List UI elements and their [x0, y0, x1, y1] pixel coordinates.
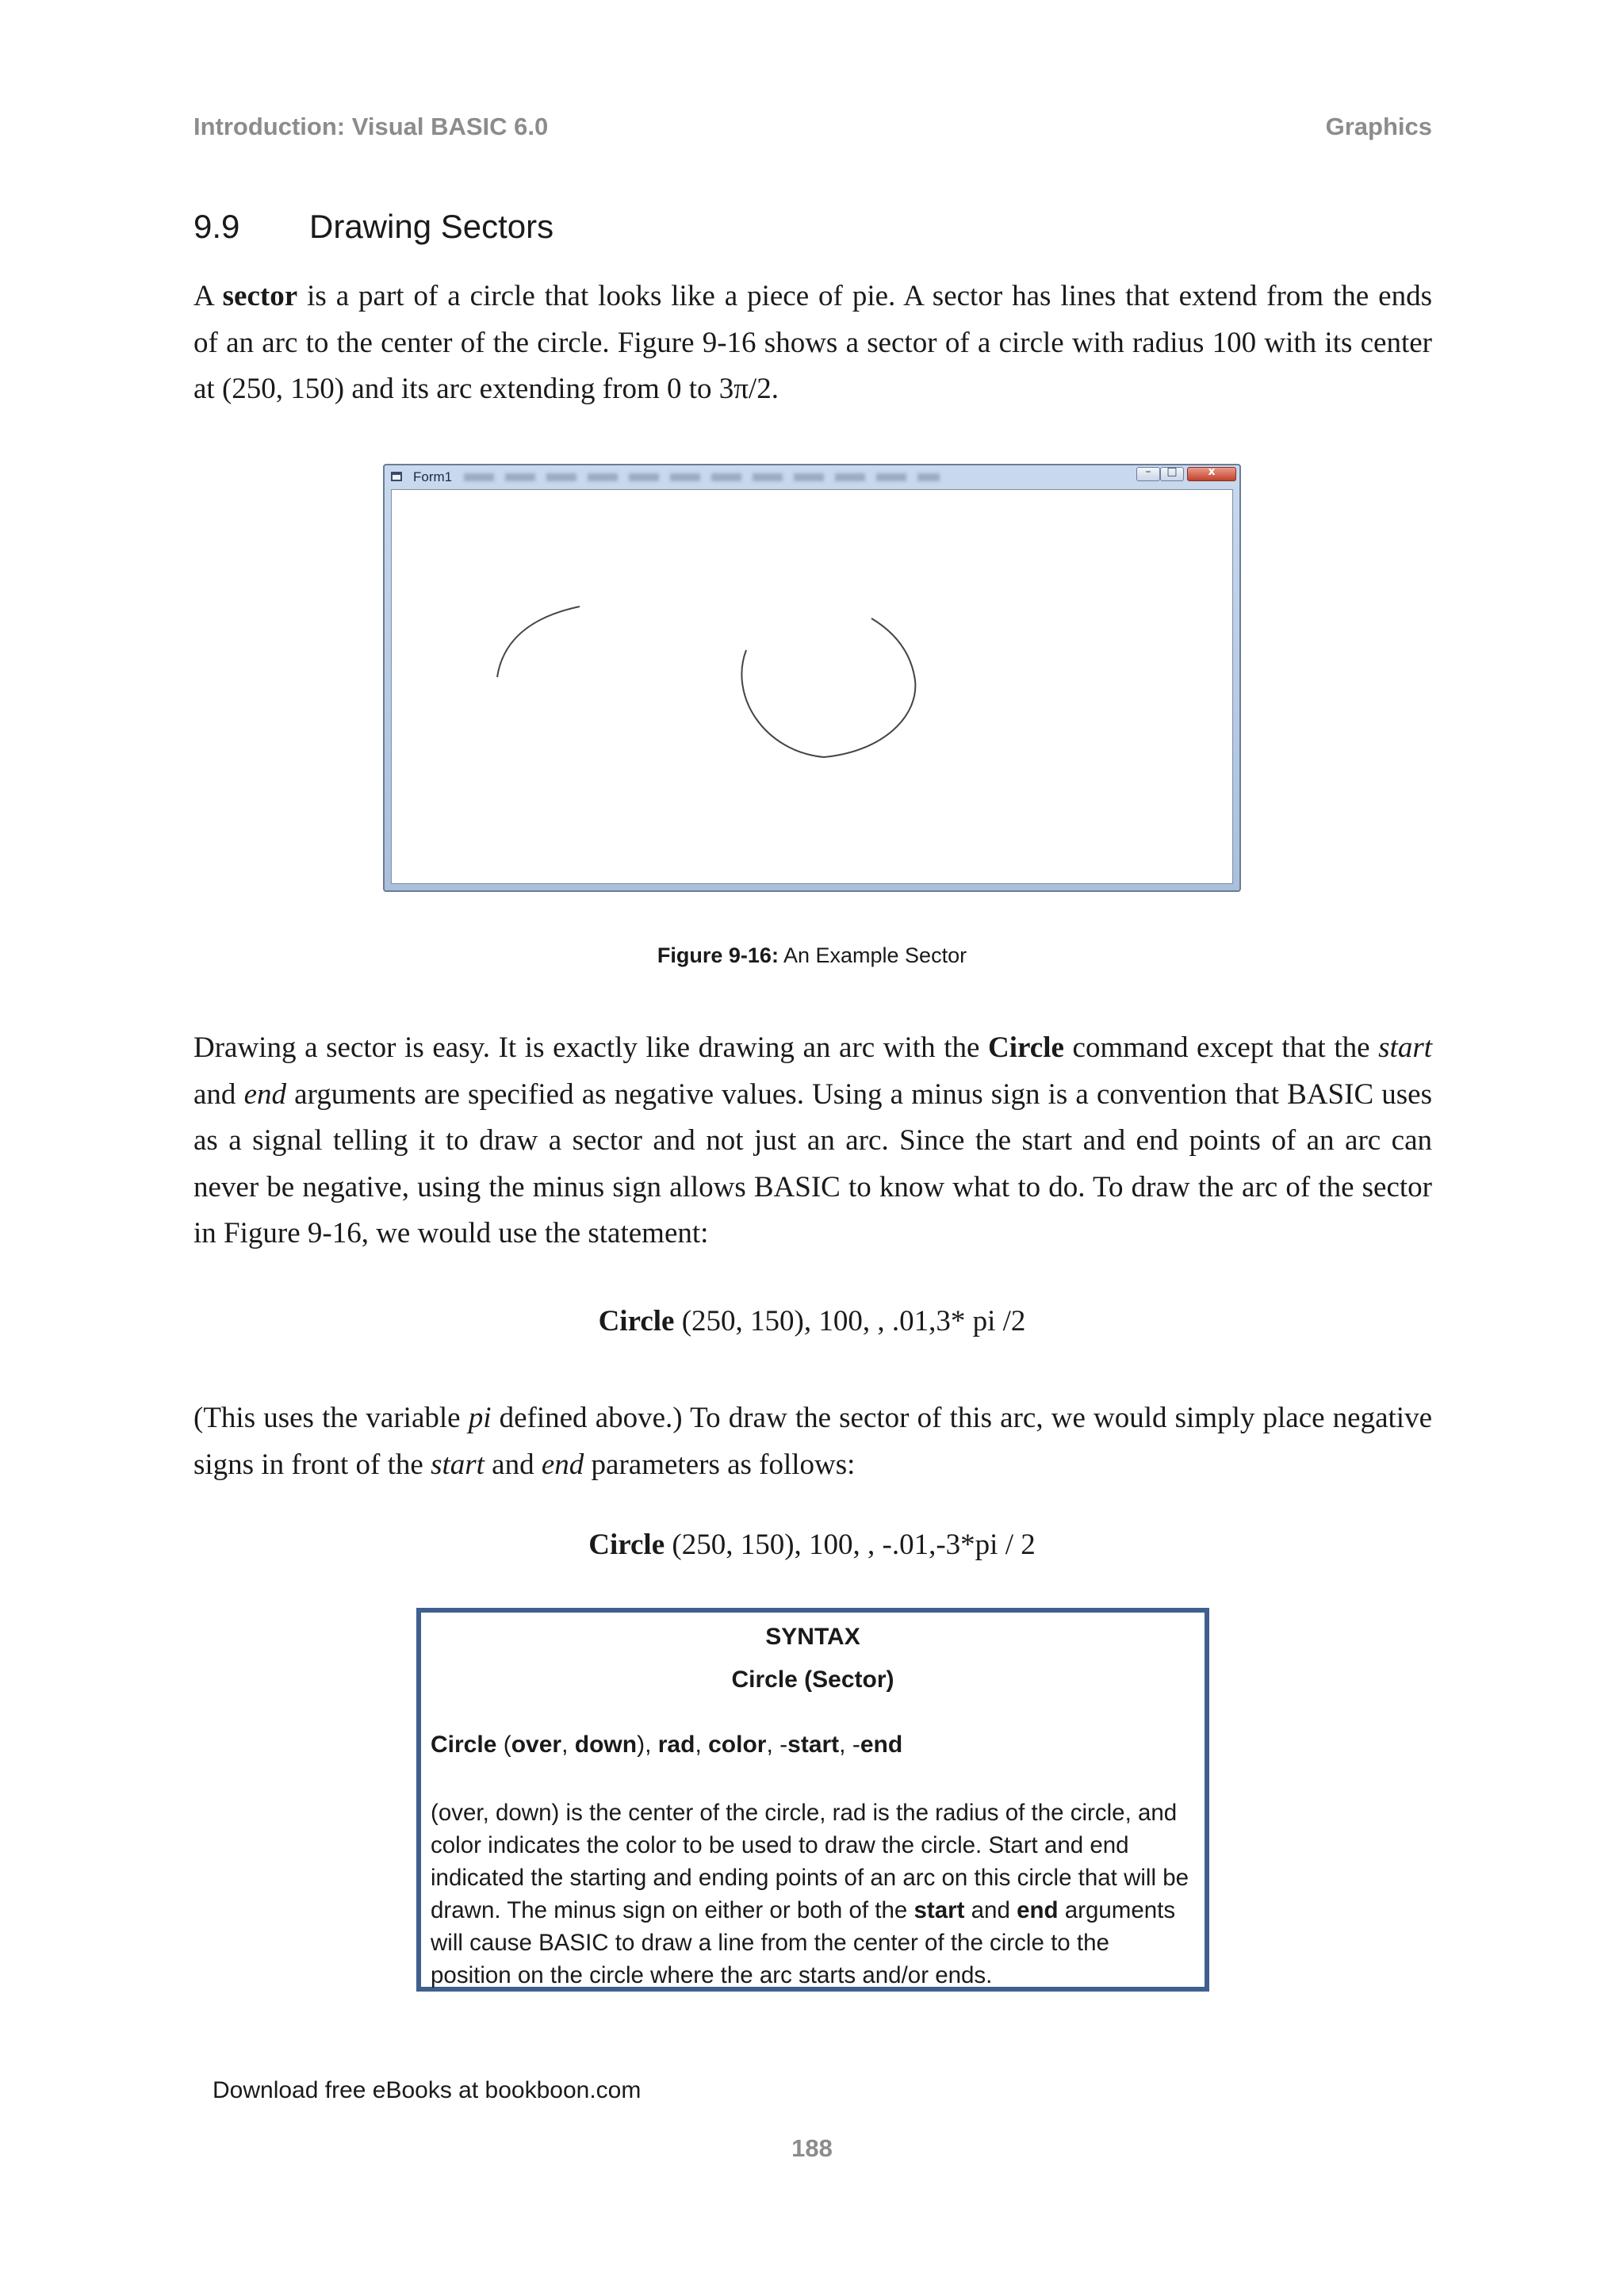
drawing-canvas: [392, 490, 1235, 886]
syntax-description: [431, 1797, 1195, 1992]
code-statement-arc: [0, 1304, 1624, 1338]
running-header-chapter: Graphics: [1325, 113, 1432, 140]
close-button[interactable]: [1187, 467, 1236, 481]
text-run: command except that the: [1063, 1031, 1379, 1064]
syntax-part: start: [787, 1732, 840, 1758]
syntax-form: [431, 1732, 902, 1758]
para3-line-2: [193, 1442, 1432, 1489]
text-run: parameters as follows:: [584, 1448, 856, 1481]
syntax-part: color: [708, 1732, 767, 1758]
syntax-part: , -: [766, 1732, 788, 1758]
keyword-circle: Circle: [988, 1031, 1064, 1064]
syntax-part: over: [511, 1732, 562, 1758]
syntax-subheading: Circle (Sector): [731, 1667, 894, 1693]
caption-label: Figure 9-16:: [657, 943, 779, 967]
figure-caption: [0, 943, 1624, 968]
syntax-heading: SYNTAX: [765, 1624, 860, 1650]
para2-line-4: never be negative, using the minus sign allows BASIC to know what to do. To draw the arc of the sector: [193, 1170, 1432, 1203]
text-run: (This uses the variable: [193, 1402, 469, 1434]
code-arguments: (250, 150), 100, , -.01,-3*pi / 2: [665, 1529, 1036, 1561]
syntax-part: , -: [839, 1732, 860, 1758]
syntax-part: ),: [637, 1732, 658, 1758]
term-end: end: [243, 1077, 287, 1111]
syntax-part: end: [860, 1732, 903, 1758]
para2-line-2: [193, 1072, 1432, 1119]
code-statement-sector: [0, 1528, 1624, 1562]
form-client-area: [391, 489, 1233, 884]
syntax-part: ,: [561, 1732, 575, 1758]
caption-text: An Example Sector: [778, 943, 967, 967]
maximize-icon: □: [1166, 465, 1178, 478]
intro-paragraph: [193, 274, 1432, 413]
text-run: and: [193, 1077, 244, 1111]
syntax-part: rad: [657, 1732, 695, 1758]
window-title: Form1: [413, 469, 453, 484]
running-header-title: Introduction: Visual BASIC 6.0: [193, 113, 549, 140]
code-keyword: Circle: [598, 1305, 675, 1337]
maximize-button[interactable]: [1160, 467, 1184, 481]
intro-line-2: of an arc to the center of the circle. Figure 9-16 shows a sector of a circle with radius 100 with its center: [193, 326, 1432, 359]
intro-line-3: at (250, 150) and its arc extending from 0 to 3π/2.: [193, 373, 779, 405]
download-footer-link[interactable]: Download free eBooks at bookboon.com: [213, 2077, 642, 2103]
para2-line-5: in Figure 9-16, we would use the statement:: [193, 1217, 709, 1249]
text-run: arguments are specified as negative values. Using a minus sign is a convention that BASIC uses: [286, 1077, 1432, 1111]
syntax-part: Circle: [431, 1732, 497, 1758]
term-pi: pi: [468, 1402, 492, 1434]
code-keyword: Circle: [588, 1529, 665, 1561]
minimize-button[interactable]: [1136, 467, 1160, 481]
arc-right: [741, 618, 915, 757]
para2-line-1: [193, 1025, 1432, 1072]
section-heading: [193, 208, 553, 246]
form-icon: [391, 472, 402, 481]
section-title: Drawing Sectors: [309, 208, 554, 245]
intro-line-1: [193, 274, 1432, 320]
para3-line-1: [193, 1395, 1432, 1442]
term-end: end: [541, 1448, 584, 1481]
syntax-box: [416, 1608, 1209, 1992]
text-run: is a part of a circle that looks like a piece of pie. A sector has lines that extend from the ends: [297, 280, 1432, 312]
form1-window: [383, 464, 1241, 892]
text-run: (over, down) is the center of the circle, rad is the radius of the circle, and color indicates the color to be used to draw the circle. Start and end indicated the starting and ending points of an arc on this circle that will be drawn. The minus sign on either or both of the: [431, 1800, 1189, 1923]
term-start: start: [914, 1897, 965, 1923]
page-number: 188: [791, 2134, 833, 2162]
para2-line-3: as a signal telling it to draw a sector and not just an arc. Since the start and end points of an arc can: [193, 1124, 1432, 1157]
syntax-part: down: [574, 1732, 638, 1758]
text-run: signs in front of the: [193, 1448, 431, 1481]
syntax-part: (: [496, 1732, 511, 1758]
text-run: defined above.) To draw the sector of this arc, we would simply place negative: [491, 1402, 1433, 1434]
text-run: Drawing a sector is easy. It is exactly like drawing an arc with the: [193, 1031, 989, 1064]
arc-left: [497, 607, 580, 677]
blurred-menu-strip: [464, 473, 940, 481]
term-start: start: [1378, 1031, 1432, 1064]
sector-paragraph: [193, 1395, 1432, 1488]
explanation-paragraph: [193, 1025, 1432, 1257]
minimize-icon: –: [1145, 465, 1151, 478]
syntax-part: ,: [695, 1732, 709, 1758]
window-titlebar[interactable]: [385, 465, 1239, 489]
term-start: start: [431, 1448, 485, 1481]
text-run: and: [484, 1448, 542, 1481]
term-sector: sector: [222, 280, 298, 312]
code-arguments: (250, 150), 100, , .01,3* pi /2: [674, 1305, 1026, 1337]
section-number: 9.9: [193, 208, 240, 245]
text-run: and: [964, 1897, 1017, 1923]
term-end: end: [1017, 1897, 1059, 1923]
text-run: arguments will cause BASIC to draw a line from the center of the circle to the position on the circle where the arc starts and/or ends.: [431, 1897, 1176, 1988]
close-icon: x: [1208, 465, 1216, 478]
text-run: A: [193, 280, 223, 312]
